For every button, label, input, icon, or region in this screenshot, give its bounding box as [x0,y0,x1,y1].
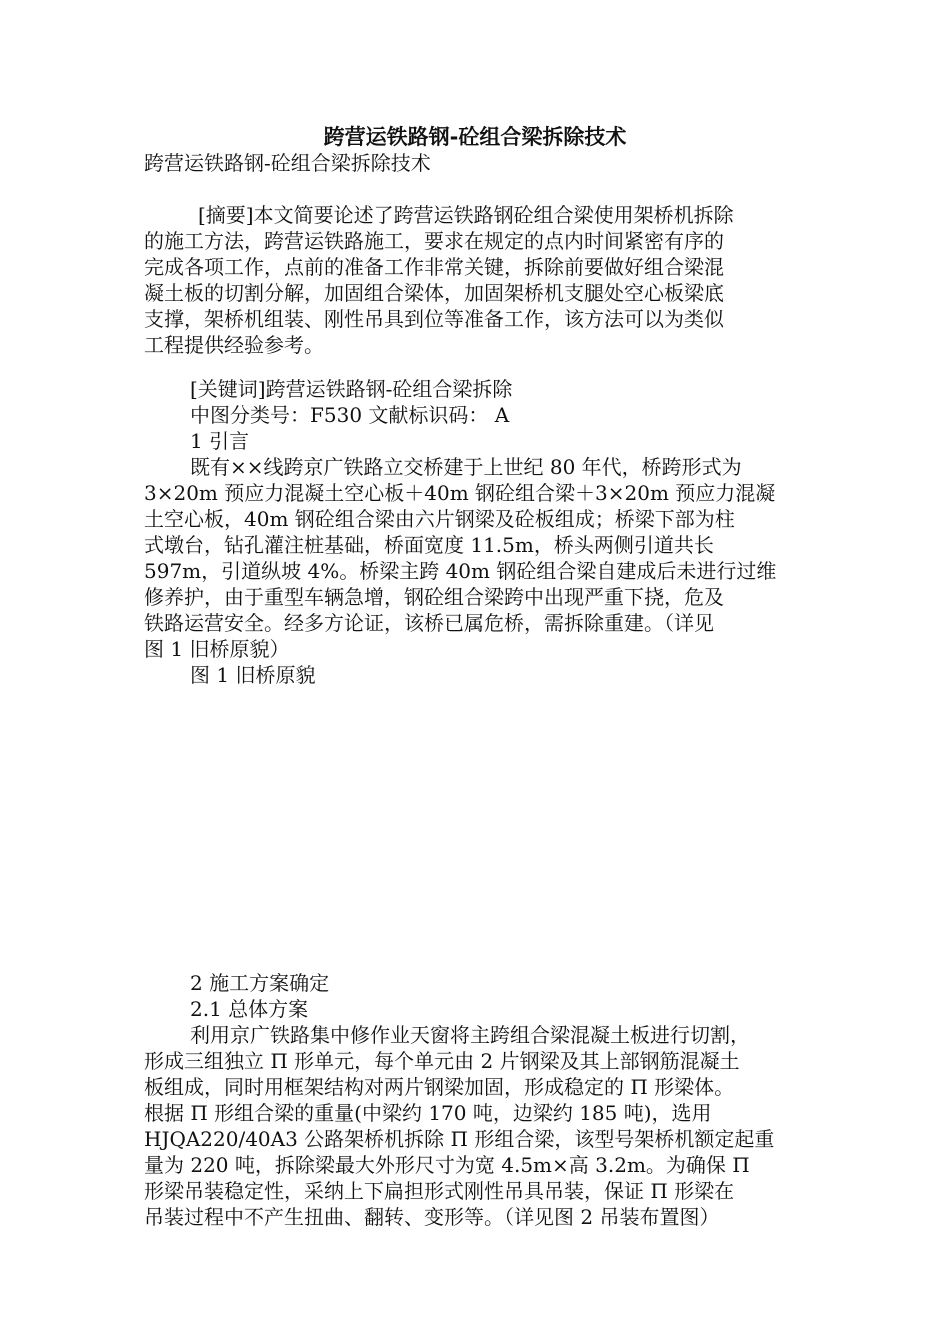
keywords-section [144,376,804,454]
section1-line: 3×20m 预应力混凝土空心板＋40m 钢砼组合梁＋3×20m 预应力混凝 [144,481,776,505]
abstract-line: 完成各项工作，点前的准备工作非常关键，拆除前要做好组合梁混 [144,255,724,279]
abstract-line: 支撑，架桥机组装、刚性吊具到位等准备工作，该方法可以为类似 [144,307,724,331]
keywords-line: [关键词]跨营运铁路钢-砼组合梁拆除 [190,377,513,401]
classification-line: 中图分类号：F530 文献标识码： A [190,403,510,427]
section2-1-line: 板组成，同时用框架结构对两片钢梁加固，形成稳定的 Π 形梁体。 [144,1075,735,1099]
abstract-line: 的施工方法，跨营运铁路施工，要求在规定的点内时间紧密有序的 [144,229,724,253]
abstract-line: 凝土板的切割分解，加固组合梁体，加固架桥机支腿处空心板梁底 [144,281,724,305]
section1-line: 既有××线跨京广铁路立交桥建于上世纪 80 年代，桥跨形式为 [190,455,742,479]
section1-line: 修养护，由于重型车辆急增，钢砼组合梁跨中出现严重下挠，危及 [144,585,724,609]
document-subtitle [144,150,804,176]
section1-line: 土空心板，40m 钢砼组合梁由六片钢梁及砼板组成；桥梁下部为柱 [144,507,735,531]
abstract-line: 工程提供经验参考。 [144,333,324,357]
section1-line: 式墩台，钻孔灌注桩基础，桥面宽度 11.5m，桥头两侧引道共长 [144,533,714,557]
abstract-paragraph [144,202,804,358]
subtitle-text: 跨营运铁路钢-砼组合梁拆除技术 [144,151,431,175]
section2-1-line: 利用京广铁路集中修作业天窗将主跨组合梁混凝土板进行切割， [190,1023,750,1047]
abstract-line: [摘要]本文简要论述了跨营运铁路钢砼组合梁使用架桥机拆除 [198,203,734,227]
section1-line: 597m，引道纵坡 4%。桥梁主跨 40m 钢砼组合梁自建成后未进行过维 [144,559,777,583]
section2-1-line: 形成三组独立 Π 形单元，每个单元由 2 片钢梁及其上部钢筋混凝土 [144,1049,740,1073]
section1-line: 图 1 旧桥原貌） [144,637,290,661]
figure1-caption: 图 1 旧桥原貌 [190,663,316,687]
section1-line: 铁路运营安全。经多方论证，该桥已属危桥，需拆除重建。（详见 [144,611,714,635]
section2-1-line: 形梁吊装稳定性，采纳上下扁担形式刚性吊具吊装，保证 Π 形梁在 [144,1179,735,1203]
section2-heading: 2 施工方案确定 [190,971,330,995]
section2 [144,970,804,1230]
section2-1-line: 吊装过程中不产生扭曲、翻转、变形等。（详见图 2 吊装布置图） [144,1205,720,1229]
section2-1-line: 量为 220 吨，拆除梁最大外形尺寸为宽 4.5m×高 3.2m。为确保 Π [144,1153,750,1177]
section2-1-heading: 2.1 总体方案 [190,997,309,1021]
section1-paragraph [144,454,804,688]
document-title: 跨营运铁路钢-砼组合梁拆除技术 [323,125,627,149]
section2-1-line: 根据 Π 形组合梁的重量(中梁约 170 吨，边梁约 185 吨)，选用 [144,1101,712,1125]
section2-1-line: HJQA220/40A3 公路架桥机拆除 Π 形组合梁，该型号架桥机额定起重 [144,1127,775,1151]
section1-heading: 1 引言 [190,429,250,453]
